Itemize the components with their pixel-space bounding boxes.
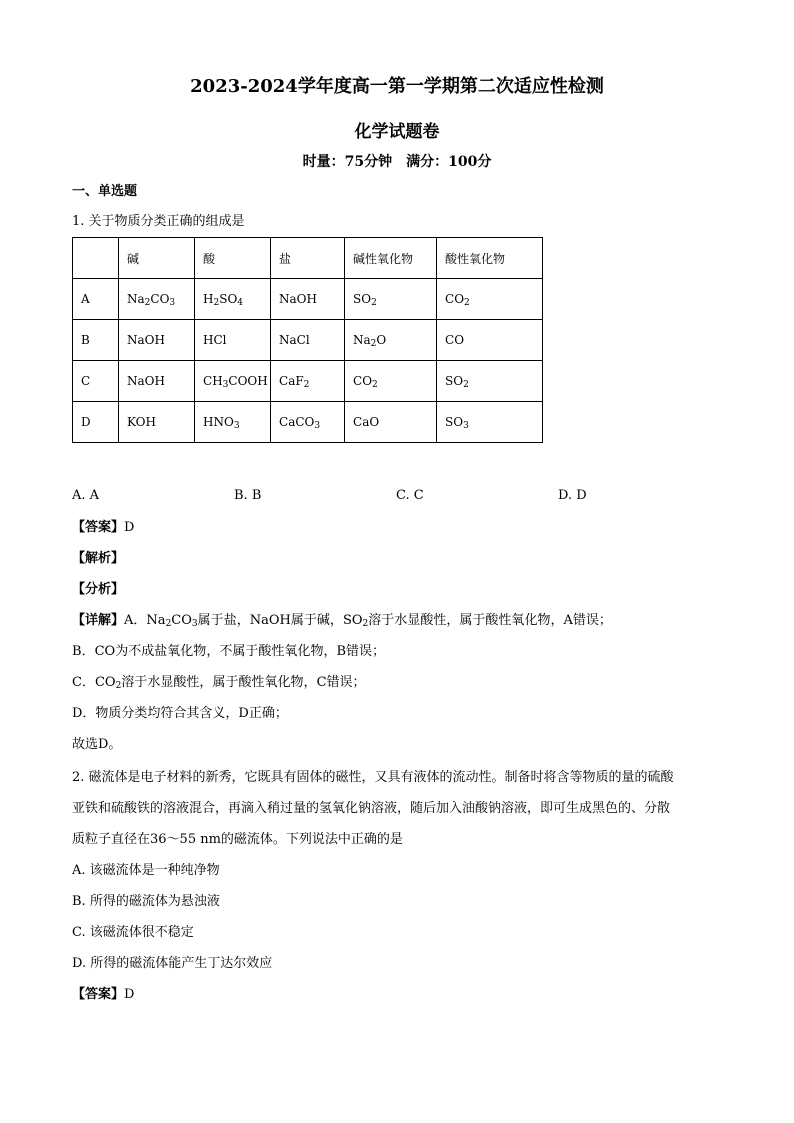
- q2-answer-tag: 【答案】: [72, 987, 125, 1002]
- conclusion: 故选D。: [72, 737, 122, 752]
- q2-answer-value: D: [124, 987, 135, 1002]
- table-cell: CaF$_2$: [271, 361, 345, 402]
- table-cell: CaO: [345, 402, 437, 443]
- table-cell: $CO_2$: [345, 361, 437, 402]
- exam-meta: 时量：75分钟 满分：100分: [302, 154, 492, 170]
- answer-tag: 【答案】: [72, 520, 125, 535]
- table-cell: $Na_2O$: [345, 320, 437, 361]
- table-cell: C: [73, 361, 119, 402]
- table-cell: NaOH: [119, 320, 195, 361]
- q2-option-b: B. 所得的磁流体为悬浊液: [72, 894, 220, 909]
- table-cell: NaCl: [271, 320, 345, 361]
- detail-line-4: D．物质分类均符合其含义，D正确；: [72, 706, 288, 721]
- detail-tag: 【详解】: [72, 613, 125, 628]
- question-2-stem-line-2: 亚铁和硫酸铁的溶液混合，再滴入稍过量的氢氧化钠溶液，随后加入油酸钠溶液，即可生成黑色的、分散: [72, 801, 671, 816]
- option-c: C. C: [396, 488, 424, 503]
- table-row: [73, 402, 543, 443]
- question-1-stem: 1. 关于物质分类正确的组成是: [72, 214, 245, 229]
- analysis-tag: 【解析】: [72, 551, 125, 566]
- table-cell: NaOH: [119, 361, 195, 402]
- table-cell: $CO_2$: [437, 279, 543, 320]
- answer-value: D: [124, 520, 135, 535]
- paper-subtitle: 化学试题卷: [354, 122, 440, 142]
- table-cell: $HNO_3$: [195, 402, 271, 443]
- table-row: [73, 279, 543, 320]
- table-header-cell: [73, 238, 119, 279]
- table-cell: $CH_3COOH$: [195, 361, 271, 402]
- classification-table: [72, 237, 543, 443]
- table-header-cell: 酸性氧化物: [437, 238, 543, 279]
- detail-text: A．$Na_2CO_3$属于盐，NaOH属于碱，$SO_2$溶于水显酸性，属于酸性氧化物，A错误；: [124, 613, 612, 629]
- answer-line: [72, 520, 134, 536]
- question-2-stem-line-1: 2. 磁流体是电子材料的新秀，它既具有固体的磁性，又具有液体的流动性。制备时将含等物质的量的硫酸: [72, 770, 674, 785]
- fenxi-tag: 【分析】: [72, 582, 125, 597]
- table-cell: B: [73, 320, 119, 361]
- table-cell: HCl: [195, 320, 271, 361]
- table-cell: CO: [437, 320, 543, 361]
- table-header-cell: 酸: [195, 238, 271, 279]
- table-row: [73, 320, 543, 361]
- section-heading: 一、单选题: [72, 184, 138, 199]
- detail-line-2: B．CO为不成盐氧化物，不属于酸性氧化物，B错误；: [72, 644, 386, 659]
- q2-option-d: D. 所得的磁流体能产生丁达尔效应: [72, 956, 273, 971]
- q2-option-a: A. 该磁流体是一种纯净物: [72, 863, 220, 878]
- table-header-cell: 碱性氧化物: [345, 238, 437, 279]
- option-a: A. A: [72, 488, 100, 503]
- table-cell: D: [73, 402, 119, 443]
- table-cell: $Na_2CO_3$: [119, 279, 195, 320]
- table-cell: A: [73, 279, 119, 320]
- question-2-stem-line-3: 质粒子直径在36～55 nm的磁流体。下列说法中正确的是: [72, 832, 403, 847]
- table-row: [73, 361, 543, 402]
- option-d: D. D: [558, 488, 587, 503]
- page-title: 2023-2024学年度高一第一学期第二次适应性检测: [190, 76, 604, 97]
- table-header-row: [73, 238, 543, 279]
- detail-line-3: C．$CO_2$溶于水显酸性，属于酸性氧化物，C错误；: [72, 675, 366, 691]
- table-cell: NaOH: [271, 279, 345, 320]
- table-header-cell: 盐: [271, 238, 345, 279]
- table-cell: $SO_2$: [437, 361, 543, 402]
- table-header-cell: 碱: [119, 238, 195, 279]
- detail-line-1: [72, 613, 612, 629]
- option-b: B. B: [234, 488, 262, 503]
- table-cell: $SO_3$: [437, 402, 543, 443]
- table-cell: $H_2SO_4$: [195, 279, 271, 320]
- q2-answer-line: [72, 987, 134, 1003]
- table-cell: $SO_2$: [345, 279, 437, 320]
- table-cell: CaCO$_3$: [271, 402, 345, 443]
- q2-option-c: C. 该磁流体很不稳定: [72, 925, 194, 940]
- table-cell: KOH: [119, 402, 195, 443]
